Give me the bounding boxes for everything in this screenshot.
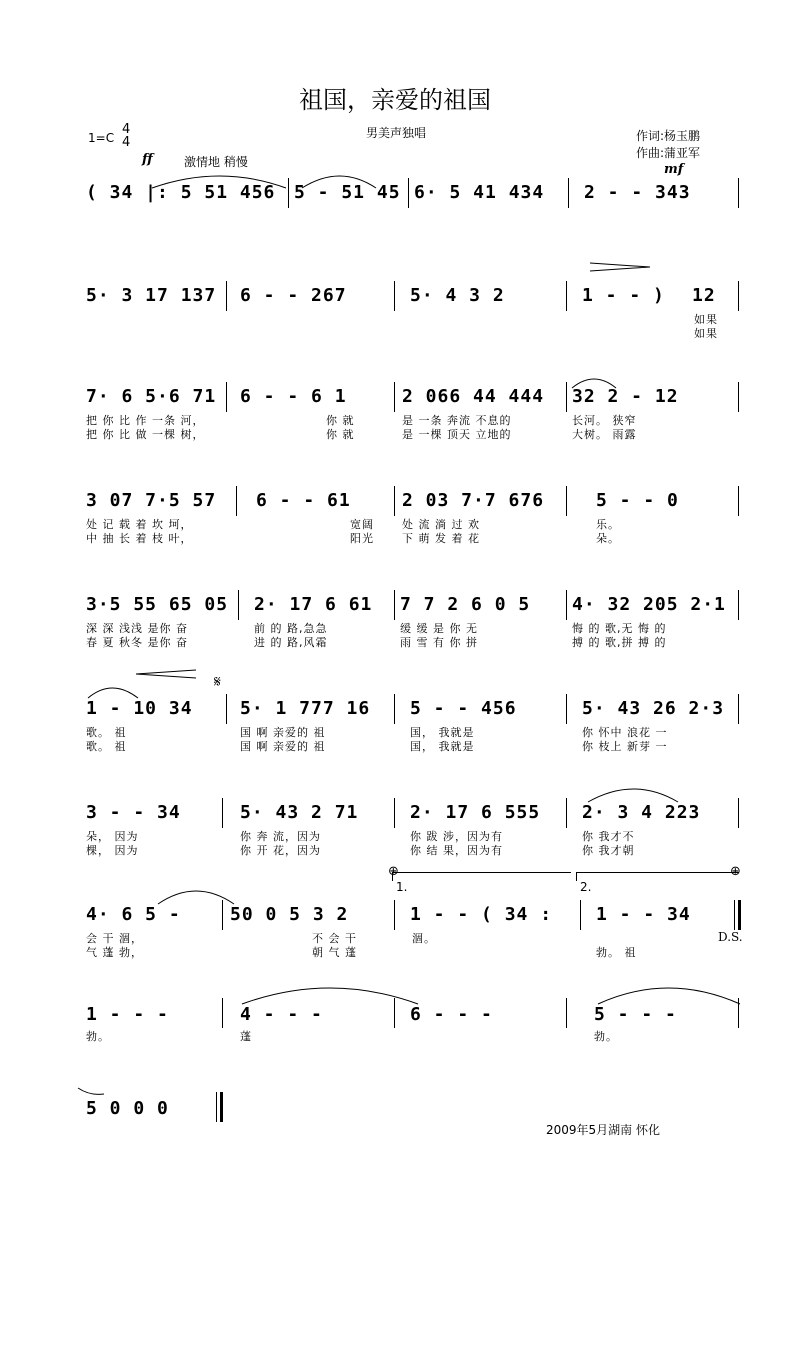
lyric-line-2: 国 啊 亲爱的 祖 [240, 740, 326, 753]
barline [226, 382, 227, 412]
final-barline [738, 900, 741, 930]
barline [222, 798, 223, 828]
measure: 2· 3 4 223 [582, 802, 701, 823]
lyric-line-2: 把 你 比 做 一棵 树， [86, 428, 205, 441]
measure: 2 066 44 444 [402, 386, 545, 407]
barline [738, 382, 739, 412]
measure: 1 - - ) [582, 285, 665, 306]
barline [566, 798, 567, 828]
lyric-line-1: 你 怀中 浪花 一 [582, 726, 668, 739]
lyric-line-1: 国， 我就是 [410, 726, 475, 739]
lyric-line-1: 是 一条 奔流 不息的 [402, 414, 512, 427]
final-barline [220, 1092, 223, 1122]
measure: ( 34 |: 5 51 456 [86, 182, 276, 203]
score-row-7 [0, 794, 790, 904]
footer-date-place: 2009年5月湖南 怀化 [546, 1123, 660, 1137]
lyric-line-1: 勃。 [86, 1030, 110, 1043]
slur [150, 170, 290, 190]
volta-bracket-1 [392, 872, 571, 881]
segno-icon: 𝄋 [214, 672, 221, 691]
measure: 3 07 7·5 57 [86, 490, 217, 511]
barline [394, 486, 395, 516]
measure: 6 - - 267 [240, 285, 347, 306]
lyric-line-2: 是 一棵 顶天 立地的 [402, 428, 512, 441]
lyric-line-1: 缓 缓 是 你 无 [400, 622, 478, 635]
barline [566, 998, 567, 1028]
expression-mark: 激情地 稍慢 [184, 155, 248, 169]
barline [738, 281, 739, 311]
barline [226, 694, 227, 724]
measure: 32 2 - 12 [572, 386, 679, 407]
barline [216, 1092, 217, 1122]
barline [236, 486, 237, 516]
barline [738, 694, 739, 724]
lyric-line-2: 大树。 雨露 [572, 428, 637, 441]
lyric-line-2: 你 结 果，因为有 [410, 844, 503, 857]
measure: 2· 17 6 61 [254, 594, 373, 615]
barline [738, 590, 739, 620]
slur [300, 170, 380, 190]
measure: 1 - - ( 34 : [410, 904, 553, 925]
volta-bracket-2 [576, 872, 739, 881]
dal-segno-mark: D.S. [718, 930, 743, 944]
barline [580, 900, 581, 930]
lyric-line-1: 把 你 比 作 一条 河， [86, 414, 205, 427]
time-top: 4 [122, 122, 131, 137]
decrescendo-mark [590, 261, 652, 273]
lyric-line-2: 你 我才朝 [582, 844, 635, 857]
score-row-3 [0, 378, 790, 488]
measure: 2 - - 343 [584, 182, 691, 203]
time-signature [122, 123, 130, 149]
measure: 2· 17 6 555 [410, 802, 541, 823]
score-row-1 [0, 170, 790, 280]
lyric-line-2: 中 抽 长 着 枝 叶， [86, 532, 193, 545]
lyric-line-1: 勃。 [594, 1030, 618, 1043]
lyric-line-2: 你 枝上 新芽 一 [582, 740, 668, 753]
lyric-line-1: 悔 的 歌,无 悔 的 [572, 622, 667, 635]
slur [240, 982, 422, 1006]
measure: 1 - 10 34 [86, 698, 193, 719]
lyric-line-2: 搏 的 歌,拼 搏 的 [572, 636, 667, 649]
measure: 5 0 0 0 [86, 1098, 169, 1119]
lyric-line-1: 宽阔 [350, 518, 374, 531]
measure: 5 - - 456 [410, 698, 517, 719]
score-row-2 [0, 275, 790, 385]
lyric-line-1: 国 啊 亲爱的 祖 [240, 726, 326, 739]
measure: 5· 3 17 137 [86, 285, 217, 306]
lyric-line-1: 朵， 因为 [86, 830, 139, 843]
measure: 6 - - - [410, 1004, 493, 1025]
lyric-line-2: 国， 我就是 [410, 740, 475, 753]
barline [394, 798, 395, 828]
barline [394, 900, 395, 930]
slur [156, 886, 238, 906]
barline [734, 900, 735, 930]
slur [570, 374, 620, 390]
lyric-line-1: 处 记 载 着 坎 坷， [86, 518, 193, 531]
lyric-line-2: 进 的 路,风霜 [254, 636, 328, 649]
barline [394, 382, 395, 412]
measure: 6· 5 41 434 [414, 182, 545, 203]
score-row-5 [0, 586, 790, 696]
lyric-line-2: 春 夏 秋冬 是你 奋 [86, 636, 188, 649]
barline [566, 694, 567, 724]
lyric-line-1: 你 我才不 [582, 830, 635, 843]
lyric-line-2: 气 蓬 勃， [86, 946, 143, 959]
volta-2-label: 2. [580, 880, 592, 894]
lyric-line-2: 如果 [694, 327, 718, 340]
measure: 6 - - 6 1 [240, 386, 347, 407]
measure: 5· 4 3 2 [410, 285, 505, 306]
lyric-line-1: 勃。 祖 [596, 946, 637, 959]
slur [586, 784, 682, 804]
lyric-line-1: 不 会 干 [312, 932, 357, 945]
lyric-line-1: 会 干 涸， [86, 932, 143, 945]
performance-note: 男美声独唱 [366, 126, 427, 140]
lyric-line-1: 长河。 狭窄 [572, 414, 637, 427]
measure: 1 - - - [86, 1004, 169, 1025]
measure: 5 - 51 45 [294, 182, 401, 203]
lyric-line-1: 你 跋 涉，因为有 [410, 830, 503, 843]
barline [394, 281, 395, 311]
barline [394, 590, 395, 620]
score-row-4 [0, 482, 790, 592]
score-row-10 [0, 1090, 790, 1200]
barline [738, 798, 739, 828]
crescendo-mark [136, 668, 198, 680]
slur [596, 982, 742, 1006]
lyric-line-2: 歌。 祖 [86, 740, 127, 753]
measure: 2 03 7·7 676 [402, 490, 545, 511]
page-title: 祖国，亲爱的祖国 [299, 86, 491, 114]
measure: 12 [692, 285, 716, 306]
barline [394, 694, 395, 724]
composer-credit: 作曲:蒲亚军 [636, 146, 701, 160]
dynamic-ff: ff [142, 152, 153, 167]
barline [566, 486, 567, 516]
slur [76, 1086, 106, 1098]
lyric-line-2: 你 就 [326, 428, 355, 441]
lyric-line-1: 你 就 [326, 414, 355, 427]
lyricist-credit: 作词:杨玉鹏 [636, 129, 701, 143]
coda-icon: ⊕ [388, 864, 399, 879]
barline [222, 998, 223, 1028]
barline [226, 281, 227, 311]
key-signature: 1=C [88, 131, 115, 145]
barline [566, 590, 567, 620]
coda-icon: ⊕ [730, 864, 741, 879]
measure: 7· 6 5·6 71 [86, 386, 217, 407]
measure: 5· 43 2 71 [240, 802, 359, 823]
lyric-line-1: 乐。 [596, 518, 620, 531]
lyric-line-1: 处 流 淌 过 欢 [402, 518, 480, 531]
lyric-line-1: 歌。 祖 [86, 726, 127, 739]
measure: 1 - - 34 [596, 904, 691, 925]
measure: 6 - - 61 [256, 490, 351, 511]
lyric-line-2: 你 开 花，因为 [240, 844, 321, 857]
slur [86, 682, 142, 700]
volta-1-label: 1. [396, 880, 408, 894]
measure: 3·5 55 65 05 [86, 594, 229, 615]
lyric-line-2: 雨 雪 有 你 拼 [400, 636, 478, 649]
measure: 5· 1 777 16 [240, 698, 371, 719]
lyric-line-2: 阳光 [350, 532, 374, 545]
barline [408, 178, 409, 208]
barline [566, 281, 567, 311]
measure: 50 0 5 3 2 [230, 904, 349, 925]
lyric-line-1: 蓬 [240, 1030, 252, 1043]
dynamic-mf: mf [664, 162, 684, 177]
barline [568, 178, 569, 208]
time-bottom: 4 [122, 135, 131, 150]
barline [566, 382, 567, 412]
lyric-line-1: 涸。 [412, 932, 436, 945]
lyric-line-1: 深 深 浅浅 是你 奋 [86, 622, 188, 635]
lyric-line-1: 前 的 路,急急 [254, 622, 328, 635]
barline [238, 590, 239, 620]
measure: 5 - - 0 [596, 490, 679, 511]
lyric-line-2: 棵， 因为 [86, 844, 139, 857]
measure: 3 - - 34 [86, 802, 181, 823]
lyric-line-1: 如果 [694, 313, 718, 326]
lyric-line-2: 朝 气 蓬 [312, 946, 357, 959]
measure: 5 - - - [594, 1004, 677, 1025]
barline [738, 486, 739, 516]
measure: 7 7 2 6 0 5 [400, 594, 531, 615]
measure: 4· 32 205 2·1 [572, 594, 726, 615]
measure: 4 - - - [240, 1004, 323, 1025]
lyric-line-2: 下 萌 发 着 花 [402, 532, 480, 545]
lyric-line-1: 你 奔 流，因为 [240, 830, 321, 843]
measure: 5· 43 26 2·3 [582, 698, 725, 719]
lyric-line-2: 朵。 [596, 532, 620, 545]
barline [738, 178, 739, 208]
measure: 4· 6 5 - [86, 904, 181, 925]
